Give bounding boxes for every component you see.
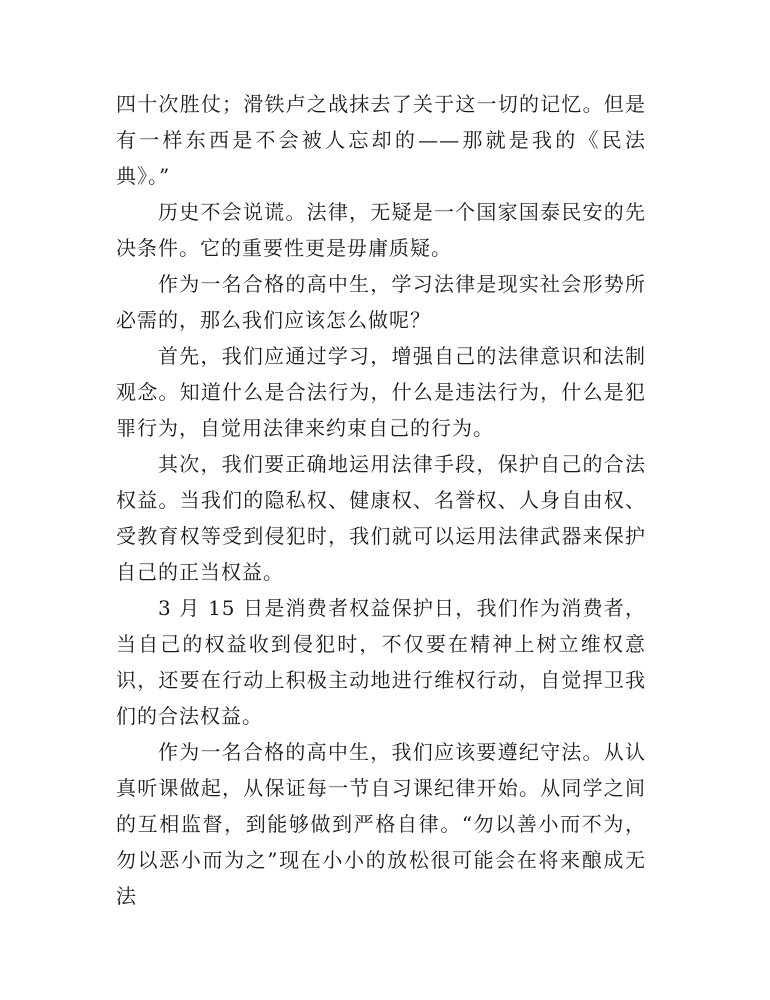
paragraph-3: 作为一名合格的高中生，学习法律是现实社会形势所必需的，那么我们应该怎么做呢？ (116, 272, 646, 332)
paragraph-4: 首先，我们应通过学习，增强自己的法律意识和法制观念。知道什么是合法行为，什么是违法行为，什么是犯罪行为，自觉用法律来约束自己的行为。 (116, 344, 646, 440)
paragraph-1: 四十次胜仗；滑铁卢之战抹去了关于这一切的记忆。但是有一样东西是不会被人忘却的——那就是我的《民法典》。” (116, 92, 646, 188)
paragraph-2: 历史不会说谎。法律，无疑是一个国家国泰民安的先决条件。它的重要性更是毋庸质疑。 (116, 200, 646, 260)
paragraph-7: 作为一名合格的高中生，我们应该要遵纪守法。从认真听课做起，从保证每一节自习课纪律开始。从同学之间的互相监督，到能够做到严格自律。“勿以善小而不为，勿以恶小而为之”现在小小的放松很可能会在将来酿成无法 (116, 740, 646, 908)
document-page (116, 86, 646, 914)
paragraph-6: 3 月 15 日是消费者权益保护日，我们作为消费者，当自己的权益收到侵犯时，不仅要在精神上树立维权意识，还要在行动上积极主动地进行维权行动，自觉捍卫我们的合法权益。 (116, 596, 646, 728)
paragraph-5: 其次，我们要正确地运用法律手段，保护自己的合法权益。当我们的隐私权、健康权、名誉权、人身自由权、受教育权等受到侵犯时，我们就可以运用法律武器来保护自己的正当权益。 (116, 452, 646, 584)
